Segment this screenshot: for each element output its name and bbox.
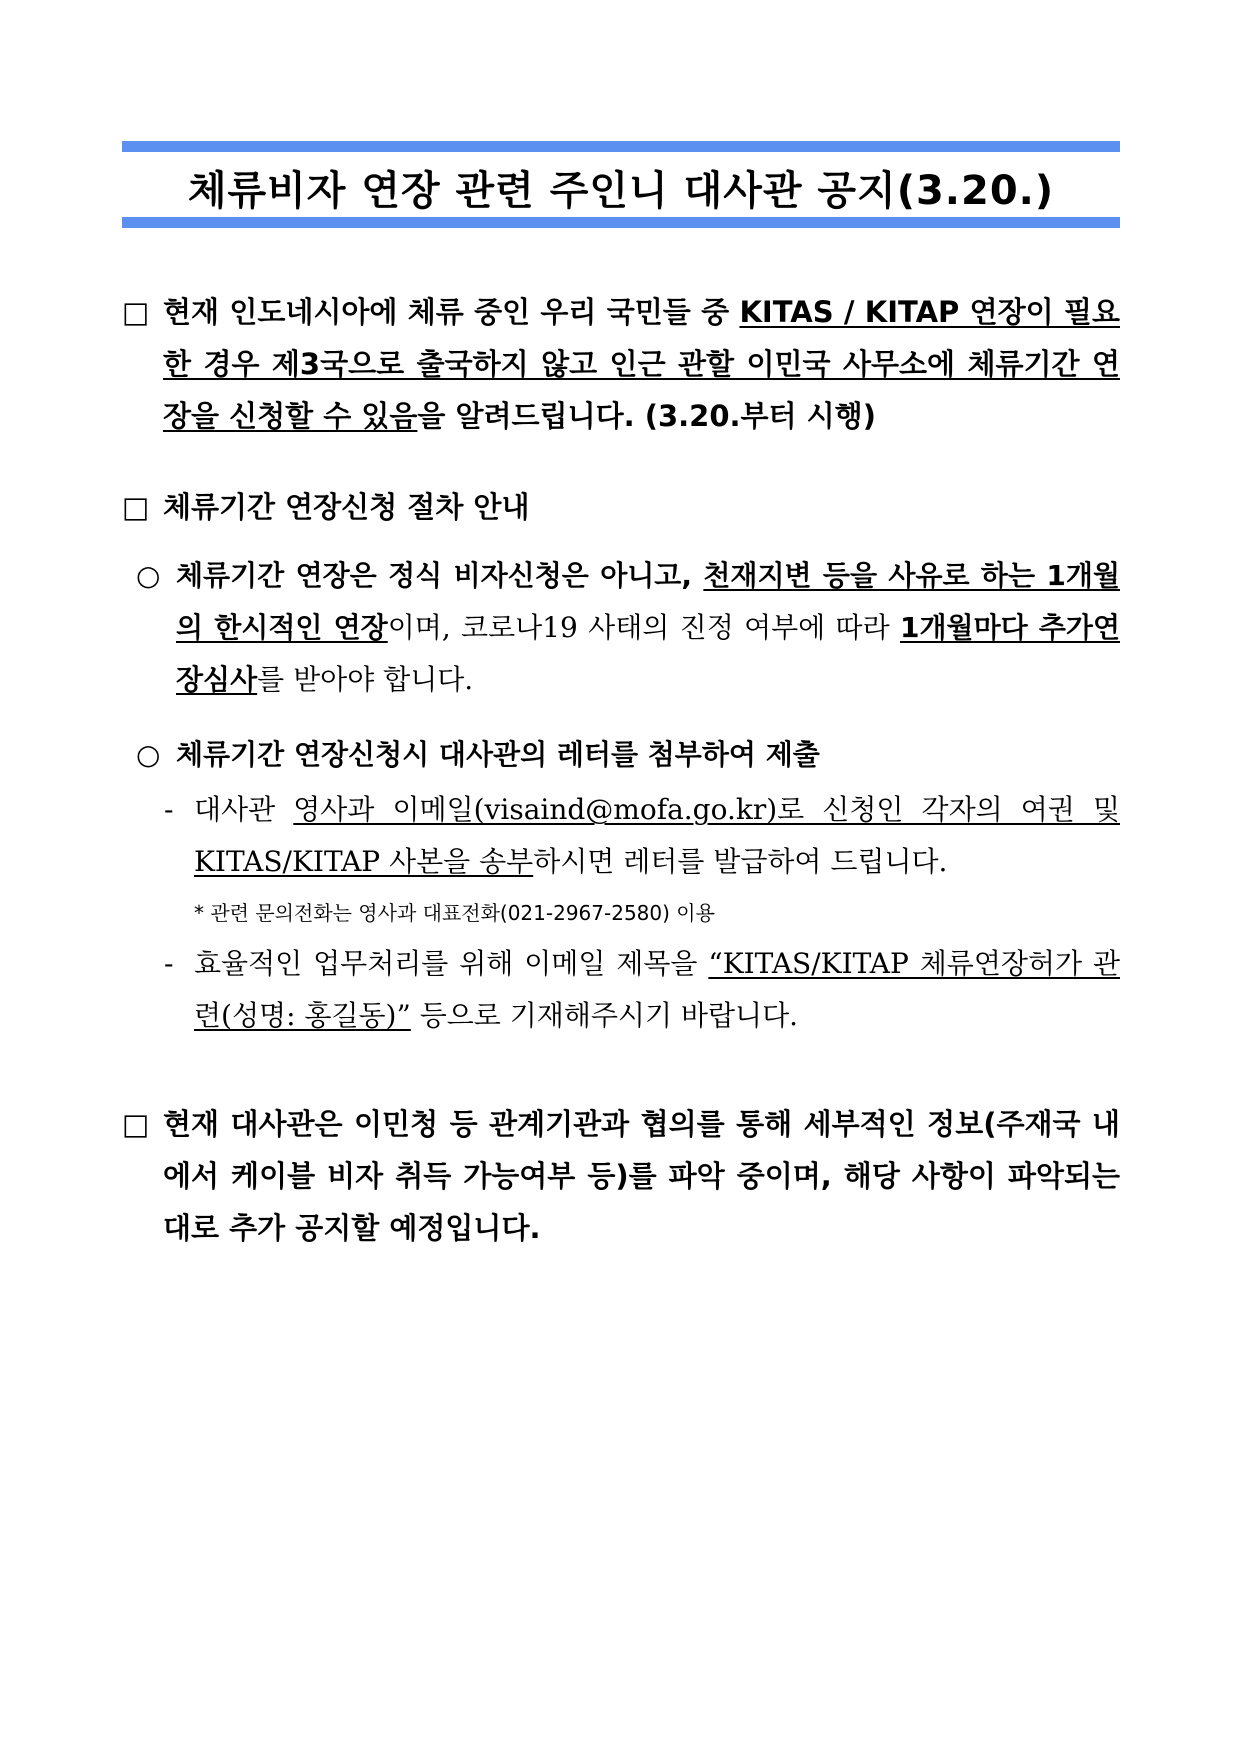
dash-item-1-pre: 대사관 <box>194 793 294 826</box>
circle-item-1 <box>136 550 1120 706</box>
section-1-underlined: KITAS / KITAP 연장이 필요한 경우 제3국으로 출국하지 않고 인근 관할 이민국 사무소에 체류기간 연장을 신청할 수 있음 <box>163 295 1120 433</box>
checkbox-marker-icon: □ <box>122 490 150 524</box>
circle-item-2-heading: 체류기간 연장신청시 대사관의 레터를 첨부하여 제출 <box>176 738 820 771</box>
dash-item-1-underlined: 영사과 이메일(visaind@mofa.go.kr)로 신청인 각자의 여권 및 KITAS/KITAP 사본을 송부 <box>194 793 1121 878</box>
section-1-pre: 현재 인도네시아에 체류 중인 우리 국민들 중 <box>163 295 740 329</box>
circle-item-2 <box>136 729 1120 781</box>
checkbox-marker-icon: □ <box>122 1107 150 1141</box>
dash-item-1 <box>164 784 1120 888</box>
circle-item-1-underlined-1: 천재지변 등을 사유로 하는 1개월의 한시적인 연장 <box>176 559 1120 644</box>
dash-item-2 <box>164 938 1120 1042</box>
circle-item-1-mid: 이며, 코로나19 사태의 진정 여부에 따라 <box>387 611 900 644</box>
circle-item-1-post: 를 받아야 합니다. <box>257 663 474 696</box>
section-2 <box>122 481 1120 533</box>
dash-item-2-text <box>194 938 1120 1042</box>
circle-item-1-bold: 체류기간 연장은 정식 비자신청은 아니고, <box>176 559 704 592</box>
contact-note: * 관련 문의전화는 영사과 대표전화(021-2967-2580) 이용 <box>194 901 715 925</box>
section-2-heading: 체류기간 연장신청 절차 안내 <box>163 490 530 524</box>
dash-item-2-pre: 효율적인 업무처리를 위해 이메일 제목을 <box>194 947 709 980</box>
header-bottom-rule <box>122 217 1120 228</box>
circle-marker-icon: ○ <box>136 559 161 592</box>
dash-item-1-text <box>194 784 1120 888</box>
dash-marker-icon: - <box>164 793 174 826</box>
dash-item-2-underlined: “KITAS/KITAP 체류연장허가 관련(성명: 홍길동)” <box>194 947 1120 1032</box>
section-1-post: 을 알려드립니다. (3.20.부터 시행) <box>417 399 876 433</box>
dash-item-2-post: 등으로 기재해주시기 바랍니다. <box>410 999 799 1032</box>
section-1 <box>122 286 1120 442</box>
page-title: 체류비자 연장 관련 주인니 대사관 공지(3.20.) <box>187 168 1055 214</box>
section-3 <box>122 1098 1120 1254</box>
dash-item-1-post: 하시면 레터를 발급하여 드립니다. <box>533 845 948 878</box>
section-3-text: 현재 대사관은 이민청 등 관계기관과 협의를 통해 세부적인 정보(주재국 내에서 케이블 비자 취득 가능여부 등)를 파악 중이며, 해당 사항이 파악되는 대로 추가 공지할 예정입니다. <box>163 1107 1120 1245</box>
circle-item-1-underlined-2: 1개월마다 추가연장심사 <box>176 611 1121 696</box>
checkbox-marker-icon: □ <box>122 295 150 329</box>
dash-marker-icon: - <box>164 947 174 980</box>
circle-item-1-text <box>176 550 1120 706</box>
section-1-text <box>163 286 1120 442</box>
header-top-rule <box>122 141 1120 152</box>
circle-marker-icon: ○ <box>136 738 161 771</box>
